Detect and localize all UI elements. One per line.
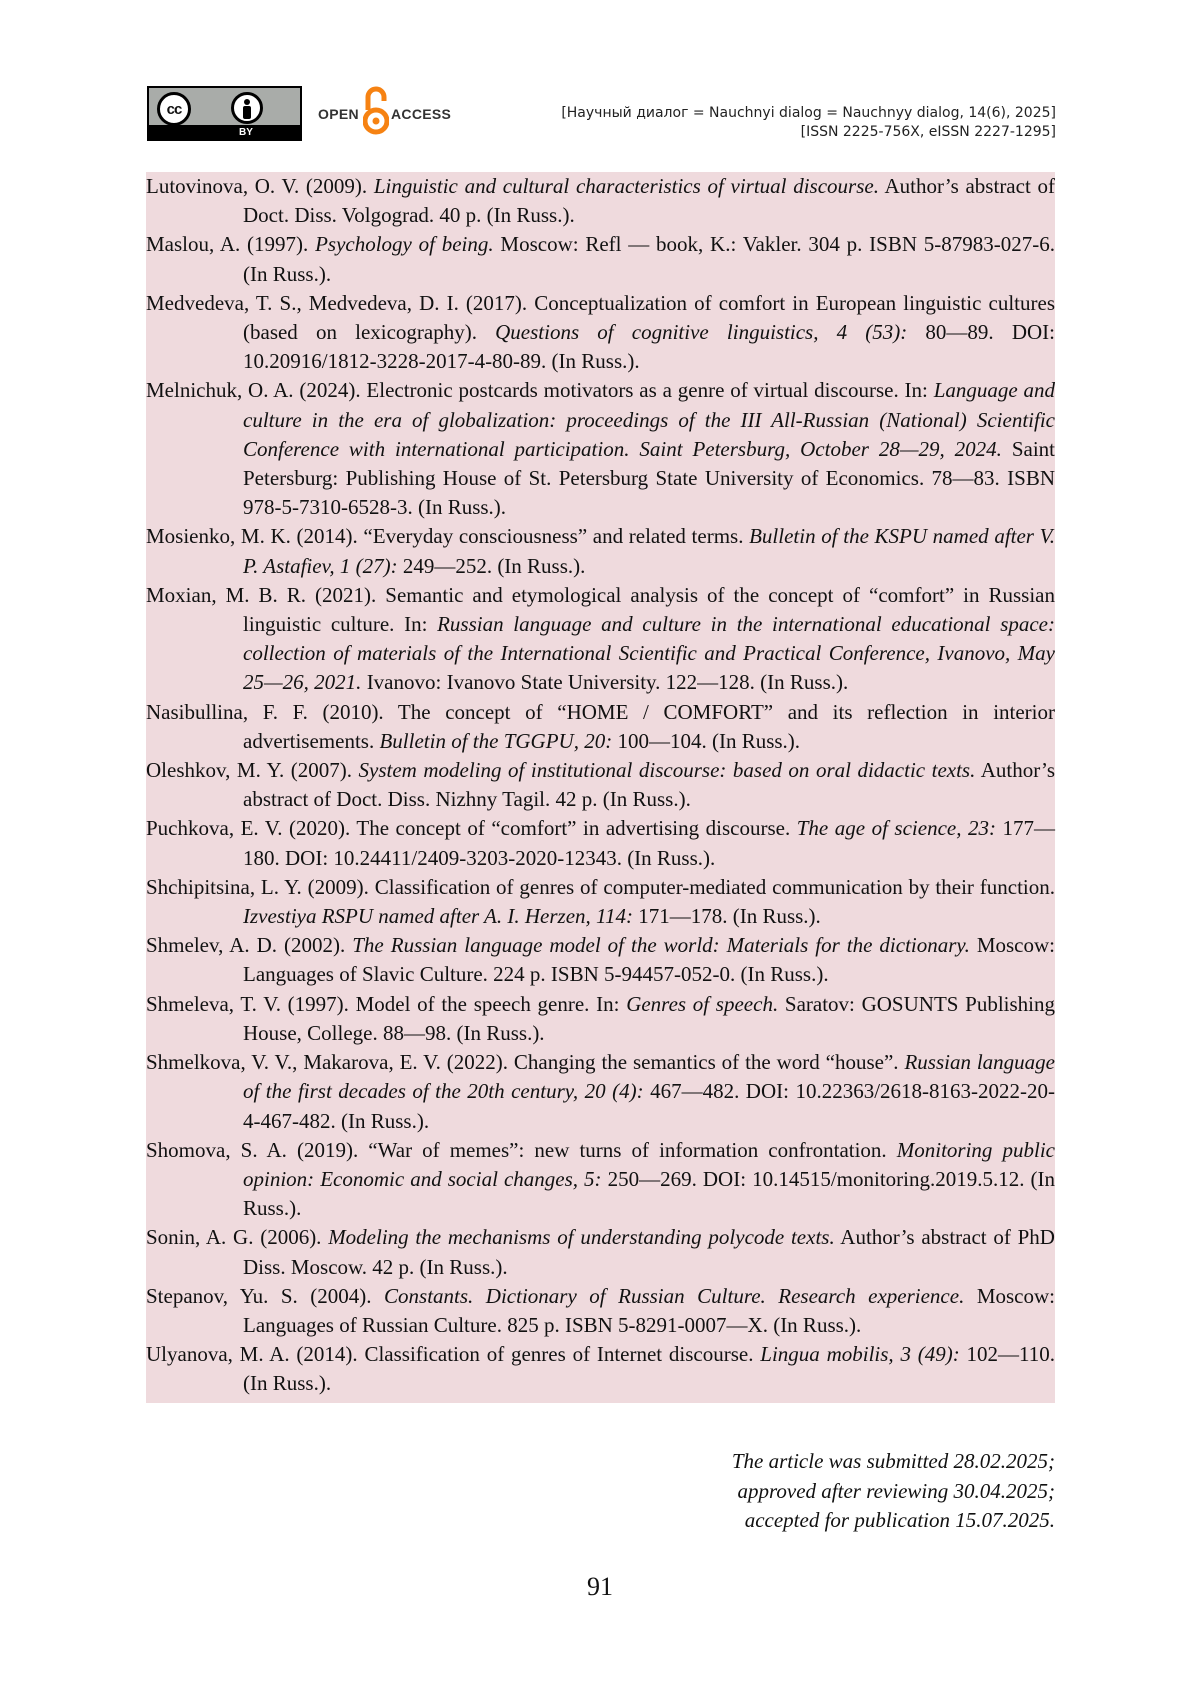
open-access-right-text: ACCESS — [391, 106, 452, 122]
reference-text: Ulyanova, M. A. (2014). Classification of genres of Internet discourse. — [146, 1342, 761, 1367]
reference-entry — [146, 698, 1055, 756]
reference-text: Nasibullina, F. F. (2010). The concept of “HOME / COMFORT” and its reflection in interior advertisements. — [146, 699, 1055, 753]
reference-text: 467—482. DOI: 10.22363/2618-8163-2022-20-4-467-482. (In Russ.). — [243, 1079, 1055, 1133]
reference-text: 249—252. (In Russ.). — [397, 553, 586, 578]
open-access-lock-icon — [363, 85, 389, 139]
reference-entry — [146, 990, 1055, 1048]
reference-italic-title: Izvestiya RSPU named after A. I. Herzen, 114: — [243, 904, 633, 929]
reference-text: Author’s abstract of Doct. Diss. Nizhny Tagil. 42 p. (In Russ.). — [243, 758, 1055, 812]
reference-italic-title: Bulletin of the TGGPU, 20: — [379, 728, 613, 753]
reference-text: 171—178. (In Russ.). — [632, 904, 821, 929]
reference-text: Puchkova, E. V. (2020). The concept of “comfort” in advertising discourse. — [146, 816, 797, 841]
reference-entry — [146, 814, 1055, 872]
reference-text: Saratov: GOSUNTS Publishing House, College. 88—98. (In Russ.). — [243, 991, 1056, 1045]
open-access-left-text: OPEN — [318, 106, 359, 122]
reference-text: Mosienko, M. K. (2014). “Everyday consciousness” and related terms. — [146, 524, 750, 549]
reference-entry — [146, 522, 1055, 580]
reference-italic-title: Genres of speech. — [626, 991, 779, 1016]
submitted-date: The article was submitted 28.02.2025; — [731, 1449, 1055, 1473]
license-band — [149, 125, 300, 139]
reference-text: Shmeleva, T. V. (1997). Model of the speech genre. In: — [146, 991, 627, 1016]
open-access-logo[interactable] — [317, 85, 462, 141]
reference-text: Moscow: Languages of Russian Culture. 825 p. ISBN 5-8291-0007—X. (In Russ.). — [243, 1283, 1055, 1337]
page-header — [0, 0, 1200, 150]
approved-date: approved after reviewing 30.04.2025; — [737, 1478, 1055, 1503]
reference-text: Shomova, S. A. (2019). “War of memes”: new turns of information confrontation. — [146, 1137, 897, 1162]
reference-text: Stepanov, Yu. S. (2004). — [146, 1283, 385, 1308]
page-number: 91 — [587, 1572, 613, 1601]
reference-entry — [146, 581, 1055, 698]
reference-entry — [146, 376, 1055, 522]
reference-text: Moscow: Languages of Slavic Culture. 224 p. ISBN 5-94457-052-0. (In Russ.). — [243, 933, 1055, 987]
reference-text: Lutovinova, O. V. (2009). — [146, 174, 374, 198]
reference-italic-title: Constants. Dictionary of Russian Culture. Research experience. — [384, 1283, 965, 1308]
reference-text: 250—269. DOI: 10.14515/monitoring.2019.5.12. (In Russ.). — [243, 1166, 1056, 1221]
reference-text: Medvedeva, T. S., Medvedeva, D. I. (2017). Conceptualization of comfort in European linguistic cultures (based on lexicography). — [146, 290, 1055, 345]
reference-text: Melnichuk, O. A. (2024). Electronic postcards motivators as a genre of virtual discourse. In: — [146, 378, 934, 403]
reference-italic-title: Modeling the mechanisms of understanding polycode texts. — [328, 1225, 835, 1250]
reference-text: Moxian, M. B. R. (2021). Semantic and etymological analysis of the concept of “comfort” in Russian linguistic culture. In: — [146, 582, 1055, 637]
reference-text: Oleshkov, M. Y. (2007). — [146, 758, 359, 783]
attribution-person-icon — [231, 92, 263, 124]
reference-text: Shmelkova, V. V., Makarova, E. V. (2022). Changing the semantics of the word “house”. — [146, 1050, 905, 1075]
accepted-date: accepted for publication 15.07.2025. — [744, 1508, 1055, 1532]
reference-entry — [146, 1340, 1055, 1398]
article-dates — [732, 1447, 1055, 1536]
reference-text: Ivanovo: Ivanovo State University. 122—128. (In Russ.). — [361, 670, 849, 695]
creative-commons-icon: cc — [157, 92, 191, 126]
reference-text: 177—180. DOI: 10.24411/2409-3203-2020-12343. (In Russ.). — [243, 816, 1055, 870]
reference-text: 102—110. (In Russ.). — [243, 1342, 1055, 1396]
reference-italic-title: Russian language of the first decades of the 20th century, 20 (4): — [243, 1050, 1055, 1104]
reference-text: Author’s abstract of Doct. Diss. Volgograd. 40 p. (In Russ.). — [243, 174, 1055, 228]
reference-italic-title: Monitoring public opinion: Economic and social changes, 5: — [243, 1137, 1055, 1191]
reference-entry — [146, 289, 1055, 377]
reference-italic-title: System modeling of institutional discourse: based on oral didactic texts. — [358, 758, 976, 783]
reference-italic-title: Questions of cognitive linguistics, 4 (53): — [495, 320, 908, 345]
reference-text: 80—89. DOI: 10.20916/1812-3228-2017-4-80-89. (In Russ.). — [243, 320, 1055, 374]
reference-list — [146, 172, 1055, 1403]
reference-italic-title: Bulletin of the KSPU named after V. P. Astafiev, 1 (27): — [243, 524, 1055, 578]
reference-italic-title: Language and culture in the era of globalization: proceedings of the III All-Russian (National) Scientific Conference with international participation. Saint Petersburg, October 28—29, 2024. — [243, 378, 1056, 461]
reference-entry — [146, 172, 1055, 230]
reference-italic-title: Lingua mobilis, 3 (49): — [760, 1342, 960, 1367]
journal-citation — [561, 104, 1056, 142]
reference-text: Saint Petersburg: Publishing House of St. Petersburg State University of Economics. 78—83. ISBN 978-5-7310-6528-3. (In Russ.). — [243, 436, 1055, 520]
reference-text: Moscow: Refl — book, K.: Vakler. 304 p. ISBN 5-87983-027-6. (In Russ.). — [243, 232, 1055, 286]
reference-entry — [146, 1048, 1055, 1136]
reference-text: Shmelev, A. D. (2002). — [146, 933, 353, 958]
reference-text: Author’s abstract of PhD Diss. Moscow. 42 p. (In Russ.). — [243, 1225, 1055, 1279]
issn-line: [ISSN 2225-756X, eISSN 2227-1295] — [800, 124, 1056, 140]
journal-line: [Научный диалог = Nauchnyi dialog = Nauchnyy dialog, 14(6), 2025] — [561, 105, 1056, 121]
cc-by-license-badge[interactable] — [147, 86, 302, 141]
reference-entry — [146, 1136, 1055, 1224]
reference-text: Sonin, A. G. (2006). — [146, 1225, 329, 1250]
reference-entry — [146, 1282, 1055, 1340]
reference-entry — [146, 1223, 1055, 1281]
reference-text: Shchipitsina, L. Y. (2009). Classification of genres of computer-mediated communication by their function. — [146, 874, 1055, 899]
reference-italic-title: Linguistic and cultural characteristics of virtual discourse. — [373, 174, 879, 198]
reference-entry — [146, 873, 1055, 931]
license-label: BY — [239, 127, 253, 138]
reference-text: Maslou, A. (1997). — [146, 232, 316, 257]
reference-italic-title: Russian language and culture in the international educational space: collection of materials of the International Scientific and Practical Conference, Ivanovo, May 25—26, 2021. — [243, 612, 1055, 695]
reference-entry — [146, 931, 1055, 989]
reference-italic-title: The age of science, 23: — [796, 816, 996, 841]
reference-italic-title: Psychology of being. — [315, 232, 494, 257]
reference-entry — [146, 756, 1055, 814]
reference-entry — [146, 230, 1055, 288]
reference-italic-title: The Russian language model of the world: Materials for the dictionary. — [352, 933, 970, 958]
reference-text: 100—104. (In Russ.). — [612, 728, 801, 753]
